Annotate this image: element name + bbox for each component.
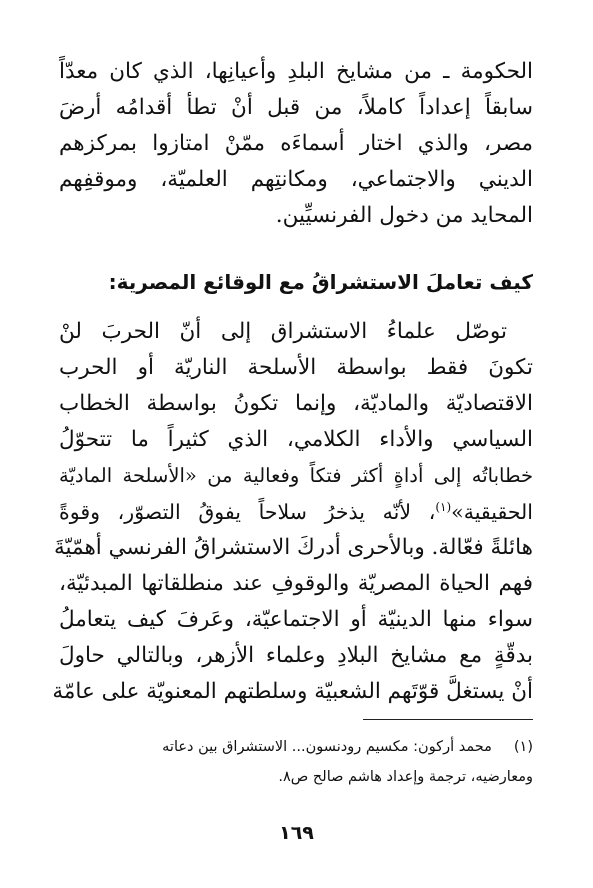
footnote-number: (١) — [513, 739, 533, 755]
footnote-separator — [363, 719, 533, 720]
footnote-text-1: محمد أركون: مكسيم رودنسون... الاستشراق بين دعاته — [162, 739, 492, 755]
paragraph1-line-5: المحايد من دخول الفرنسيِّين. — [275, 203, 533, 228]
section-heading: كيف تعاملَ الاستشراقُ مع الوقائع المصرية: — [108, 270, 533, 294]
paragraph2-line-7: هائلةً فعّالة. وبالأحرى أدركَ الاستشراقُ الفرنسي أهمّيّةَ — [54, 535, 533, 560]
paragraph1-line-1: الحكومة ـ من مشايخ البلدِ وأعيانِها، الذي كان معدّاً — [59, 59, 533, 84]
paragraph2-line-1: توصّل علماءُ الاستشراق إلى أنّ الحربَ لنْ — [59, 319, 507, 344]
paragraph1-line-4: الديني والاجتماعي، ومكانتِهم العلميّة، وموقفِهم — [59, 167, 533, 192]
footnote-line-1 — [59, 735, 533, 759]
paragraph2-line-10: بدقّةٍ مع مشايخ البلادِ وعلماء الأزهر، وبالتالي حاولَ — [59, 643, 533, 668]
paragraph2-line-5: خطاباتُه إلى أداةٍ أكثر فتكاً وفعالية من «الأسلحة الماديّة — [59, 464, 533, 487]
paragraph2-line-9: سواء منها الدينيّة أو الاجتماعيّة، وعَرفَ كيف يتعاملُ — [59, 607, 533, 632]
paragraph2-line-6 — [59, 497, 533, 527]
paragraph1-line-3: مصر، والذي اختار أسماءَه ممّنْ امتازوا بمركزهم — [59, 131, 533, 156]
quote-continuation-text: ، لأنّه يذخرُ سلاحاً يفوقُ التصوّر، وقوةً — [59, 500, 436, 524]
paragraph2-line-11: أنْ يستغلَّ قوّتَهم الشعبيّة وسلطتهم المعنويّة على عامّة — [52, 679, 533, 704]
page-number: ١٦٩ — [279, 822, 314, 844]
footnote-reference[interactable]: (١) — [435, 500, 452, 515]
paragraph2-line-8: فهم الحياة المصريّة والوقوفِ عند منطلقاتها المبدئيّة، — [59, 571, 533, 596]
footnote-line-2: ومعارضيه، ترجمة وإعداد هاشم صالح ص٨. — [278, 769, 533, 785]
paragraph1-line-2: سابقاً إعداداً كاملاً، من قبل أنْ تطأ أقدامُه أرضَ — [59, 95, 533, 120]
quote-end-text: الحقيقية» — [451, 500, 533, 524]
paragraph2-line-3: الاقتصاديّة والماديّة، وإنما تكونُ بواسطة الخطاب — [59, 391, 533, 416]
paragraph2-line-2: تكونَ فقط بواسطة الأسلحة الناريّة أو الحرب — [59, 355, 533, 380]
paragraph2-line-4: السياسي والأداء الكلامي، الذي كثيراً ما تتحوّلُ — [59, 427, 533, 452]
